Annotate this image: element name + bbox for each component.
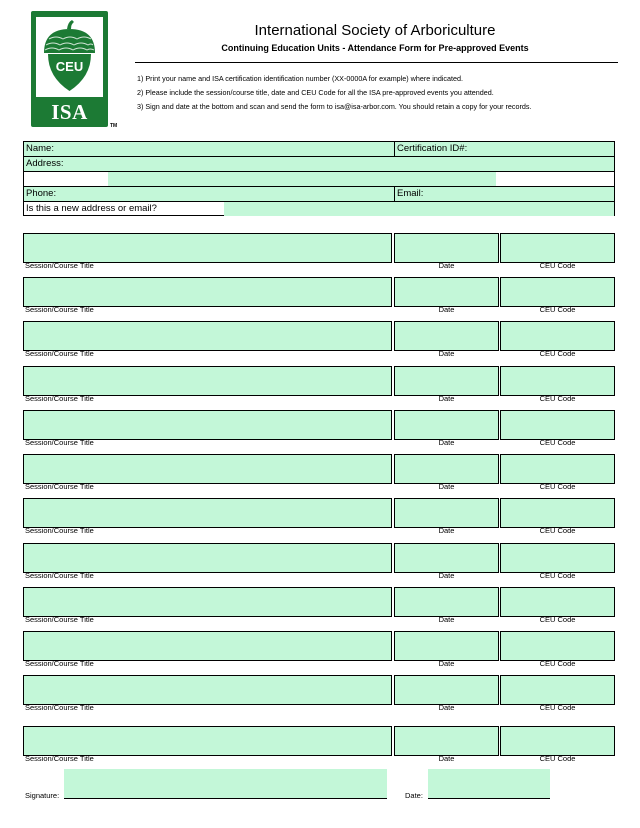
session-ceu-caption: CEU Code — [539, 754, 576, 763]
session-ceu-caption: CEU Code — [539, 526, 576, 535]
session-title-caption: Session/Course Title — [25, 349, 94, 358]
session-title-caption: Session/Course Title — [25, 482, 94, 491]
session-title-caption: Session/Course Title — [25, 526, 94, 535]
session-title-field[interactable] — [23, 410, 392, 440]
session-title-caption: Session/Course Title — [25, 615, 94, 624]
acorn-icon — [36, 17, 103, 97]
session-ceu-caption: CEU Code — [539, 305, 576, 314]
session-ceu-caption: CEU Code — [539, 438, 576, 447]
session-ceu-caption: CEU Code — [539, 261, 576, 270]
name-label: Name: — [26, 143, 54, 154]
session-date-field[interactable] — [394, 498, 499, 528]
header-divider — [135, 62, 618, 63]
row1-divider — [394, 142, 395, 156]
instruction-1: 1) Print your name and ISA certification identification number (XX-0000A for example) where indicated. — [137, 74, 464, 83]
session-title-caption: Session/Course Title — [25, 305, 94, 314]
organization-title: International Society of Arboriculture — [254, 22, 496, 39]
session-title-field[interactable] — [23, 498, 392, 528]
new-address-answer-field[interactable] — [224, 202, 614, 216]
session-date-caption: Date — [438, 305, 455, 314]
logo-isa-text: ISA — [51, 100, 88, 124]
session-date-field[interactable] — [394, 543, 499, 573]
session-date-caption: Date — [438, 571, 455, 580]
session-ceu-caption: CEU Code — [539, 394, 576, 403]
session-ceu-code-field[interactable] — [500, 321, 615, 351]
session-title-field[interactable] — [23, 454, 392, 484]
session-date-field[interactable] — [394, 631, 499, 661]
session-ceu-code-field[interactable] — [500, 543, 615, 573]
session-title-field[interactable] — [23, 587, 392, 617]
address-field[interactable] — [24, 157, 614, 171]
session-ceu-code-field[interactable] — [500, 631, 615, 661]
session-ceu-code-field[interactable] — [500, 410, 615, 440]
session-title-caption: Session/Course Title — [25, 571, 94, 580]
session-date-field[interactable] — [394, 233, 499, 263]
session-title-field[interactable] — [23, 726, 392, 756]
session-ceu-caption: CEU Code — [539, 615, 576, 624]
session-date-caption: Date — [438, 482, 455, 491]
session-date-caption: Date — [438, 703, 455, 712]
session-title-caption: Session/Course Title — [25, 703, 94, 712]
session-ceu-code-field[interactable] — [500, 277, 615, 307]
isa-ceu-logo — [31, 11, 108, 127]
session-title-field[interactable] — [23, 233, 392, 263]
session-title-caption: Session/Course Title — [25, 754, 94, 763]
session-ceu-code-field[interactable] — [500, 498, 615, 528]
session-date-field[interactable] — [394, 587, 499, 617]
session-ceu-code-field[interactable] — [500, 366, 615, 396]
signature-date-label: Date: — [405, 791, 423, 800]
session-date-caption: Date — [438, 615, 455, 624]
session-ceu-caption: CEU Code — [539, 482, 576, 491]
email-label: Email: — [397, 188, 424, 199]
instruction-2: 2) Please include the session/course title, date and CEU Code for all the ISA pre-approved events you attended. — [137, 88, 494, 97]
session-ceu-caption: CEU Code — [539, 571, 576, 580]
session-ceu-caption: CEU Code — [539, 703, 576, 712]
session-date-caption: Date — [438, 754, 455, 763]
session-ceu-code-field[interactable] — [500, 233, 615, 263]
session-date-field[interactable] — [394, 321, 499, 351]
session-title-field[interactable] — [23, 543, 392, 573]
logo-ceu-text: CEU — [55, 59, 84, 74]
session-title-field[interactable] — [23, 631, 392, 661]
address-label: Address: — [26, 158, 64, 169]
form-title: Continuing Education Units - Attendance Form for Pre-approved Events — [221, 43, 529, 53]
session-ceu-code-field[interactable] — [500, 726, 615, 756]
session-title-field[interactable] — [23, 277, 392, 307]
instruction-3: 3) Sign and date at the bottom and scan and send the form to isa@isa-arbor.com. You should retain a copy for your records. — [137, 102, 532, 111]
session-date-field[interactable] — [394, 454, 499, 484]
contact-info-block — [23, 141, 615, 216]
new-address-label: Is this a new address or email? — [26, 203, 157, 214]
acorn-panel — [36, 17, 103, 97]
session-ceu-code-field[interactable] — [500, 454, 615, 484]
session-date-caption: Date — [438, 438, 455, 447]
session-ceu-caption: CEU Code — [539, 659, 576, 668]
session-title-field[interactable] — [23, 321, 392, 351]
session-date-caption: Date — [438, 394, 455, 403]
signature-date-field[interactable] — [428, 769, 550, 799]
session-date-field[interactable] — [394, 726, 499, 756]
session-date-field[interactable] — [394, 366, 499, 396]
name-field[interactable] — [24, 142, 614, 156]
logo-brand-panel — [36, 99, 103, 123]
phone-label: Phone: — [26, 188, 57, 199]
session-title-field[interactable] — [23, 675, 392, 705]
session-title-caption: Session/Course Title — [25, 438, 94, 447]
signature-field[interactable] — [64, 769, 387, 799]
phone-field[interactable] — [24, 187, 614, 201]
cert-id-label: Certification ID#: — [397, 143, 468, 154]
session-title-caption: Session/Course Title — [25, 261, 94, 270]
session-ceu-caption: CEU Code — [539, 349, 576, 358]
session-title-caption: Session/Course Title — [25, 394, 94, 403]
session-title-field[interactable] — [23, 366, 392, 396]
session-date-field[interactable] — [394, 277, 499, 307]
row4-divider — [394, 187, 395, 201]
session-ceu-code-field[interactable] — [500, 675, 615, 705]
session-date-caption: Date — [438, 349, 455, 358]
session-date-caption: Date — [438, 526, 455, 535]
session-date-caption: Date — [438, 261, 455, 270]
session-date-field[interactable] — [394, 675, 499, 705]
signature-label: Signature: — [25, 791, 60, 800]
session-date-caption: Date — [438, 659, 455, 668]
trademark-mark: TM — [110, 123, 118, 129]
session-date-field[interactable] — [394, 410, 499, 440]
session-title-caption: Session/Course Title — [25, 659, 94, 668]
address-line-2-field[interactable] — [108, 172, 496, 186]
session-ceu-code-field[interactable] — [500, 587, 615, 617]
